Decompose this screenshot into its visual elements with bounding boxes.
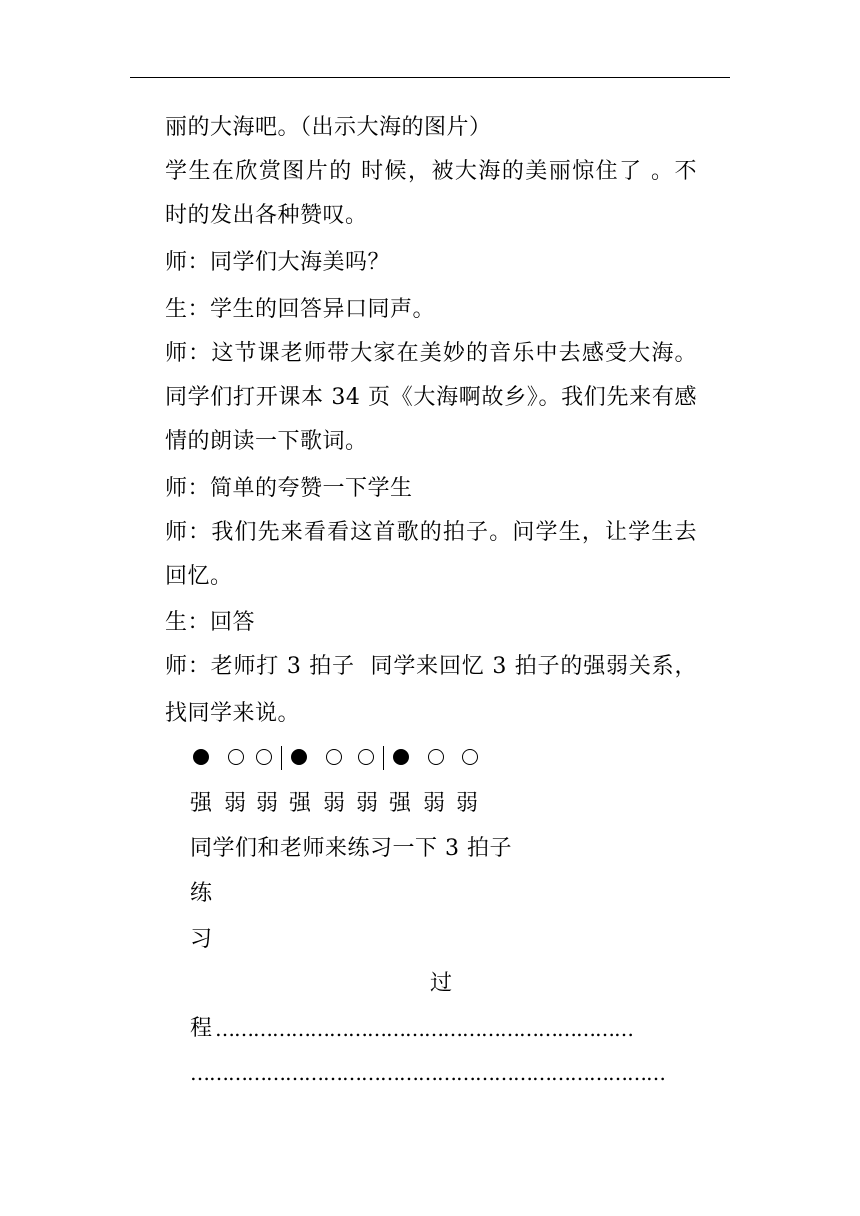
text-line: 丽的大海吧。（出示大海的图片） — [165, 115, 492, 140]
weak-beat-open-circle — [228, 749, 244, 765]
strong-beat-filled-circle — [393, 749, 409, 765]
beat-label: 弱 — [423, 791, 446, 816]
weak-beat-open-circle — [326, 749, 342, 765]
text-line: 回忆。 — [165, 564, 233, 589]
bar-line — [383, 746, 384, 770]
dotted-leader: ………………………………………………………………… — [190, 1061, 665, 1085]
dialogue-student: 生：学生的回答异口同声。 — [165, 297, 436, 322]
weak-beat-open-circle — [462, 749, 478, 765]
practice-label: 习 — [190, 927, 213, 952]
dialogue-teacher: 师：老师打 3 拍子 同学来回忆 3 拍子的强弱关系， — [165, 654, 697, 679]
text-line: 情的朗读一下歌词。 — [165, 429, 368, 454]
beat-label: 弱 — [224, 791, 247, 816]
bar-line — [281, 746, 282, 770]
practice-label: 练 — [190, 881, 213, 906]
weak-beat-open-circle — [358, 749, 374, 765]
beat-label: 弱 — [323, 791, 346, 816]
dialogue-teacher: 师：这节课老师带大家在美妙的音乐中去感受大海。 — [165, 341, 697, 366]
practice-intro: 同学们和老师来练习一下 3 拍子 — [190, 836, 512, 861]
beat-labels — [190, 790, 510, 818]
dialogue-student: 生：回答 — [165, 610, 256, 635]
beat-label: 强 — [289, 791, 312, 816]
beat-label: 弱 — [356, 791, 379, 816]
dialogue-teacher: 师：我们先来看看这首歌的拍子。问学生，让学生去 — [165, 520, 697, 545]
text-line: 找同学来说。 — [165, 701, 301, 726]
strong-beat-filled-circle — [193, 749, 209, 765]
process-label: 过 — [430, 971, 453, 996]
text-line: 学生在欣赏图片的 时候，被大海的美丽惊住了 。不 — [165, 159, 697, 184]
weak-beat-open-circle — [428, 749, 444, 765]
beat-label: 弱 — [456, 791, 479, 816]
dotted-leader: ………………………………………………………… — [215, 1017, 633, 1041]
dialogue-teacher: 师：简单的夸赞一下学生 — [165, 476, 413, 501]
text-line: 时的发出各种赞叹。 — [165, 203, 368, 228]
dialogue-teacher: 师：同学们大海美吗？ — [165, 250, 391, 275]
header-rule — [130, 77, 730, 78]
strong-beat-filled-circle — [291, 749, 307, 765]
beat-label: 强 — [389, 791, 412, 816]
beat-label: 弱 — [256, 791, 279, 816]
text-line: 同学们打开课本 34 页《大海啊故乡》。我们先来有感 — [165, 385, 697, 410]
beat-label: 强 — [190, 791, 213, 816]
process-label: 程 — [190, 1016, 213, 1041]
beat-pattern — [190, 744, 510, 772]
weak-beat-open-circle — [256, 749, 272, 765]
